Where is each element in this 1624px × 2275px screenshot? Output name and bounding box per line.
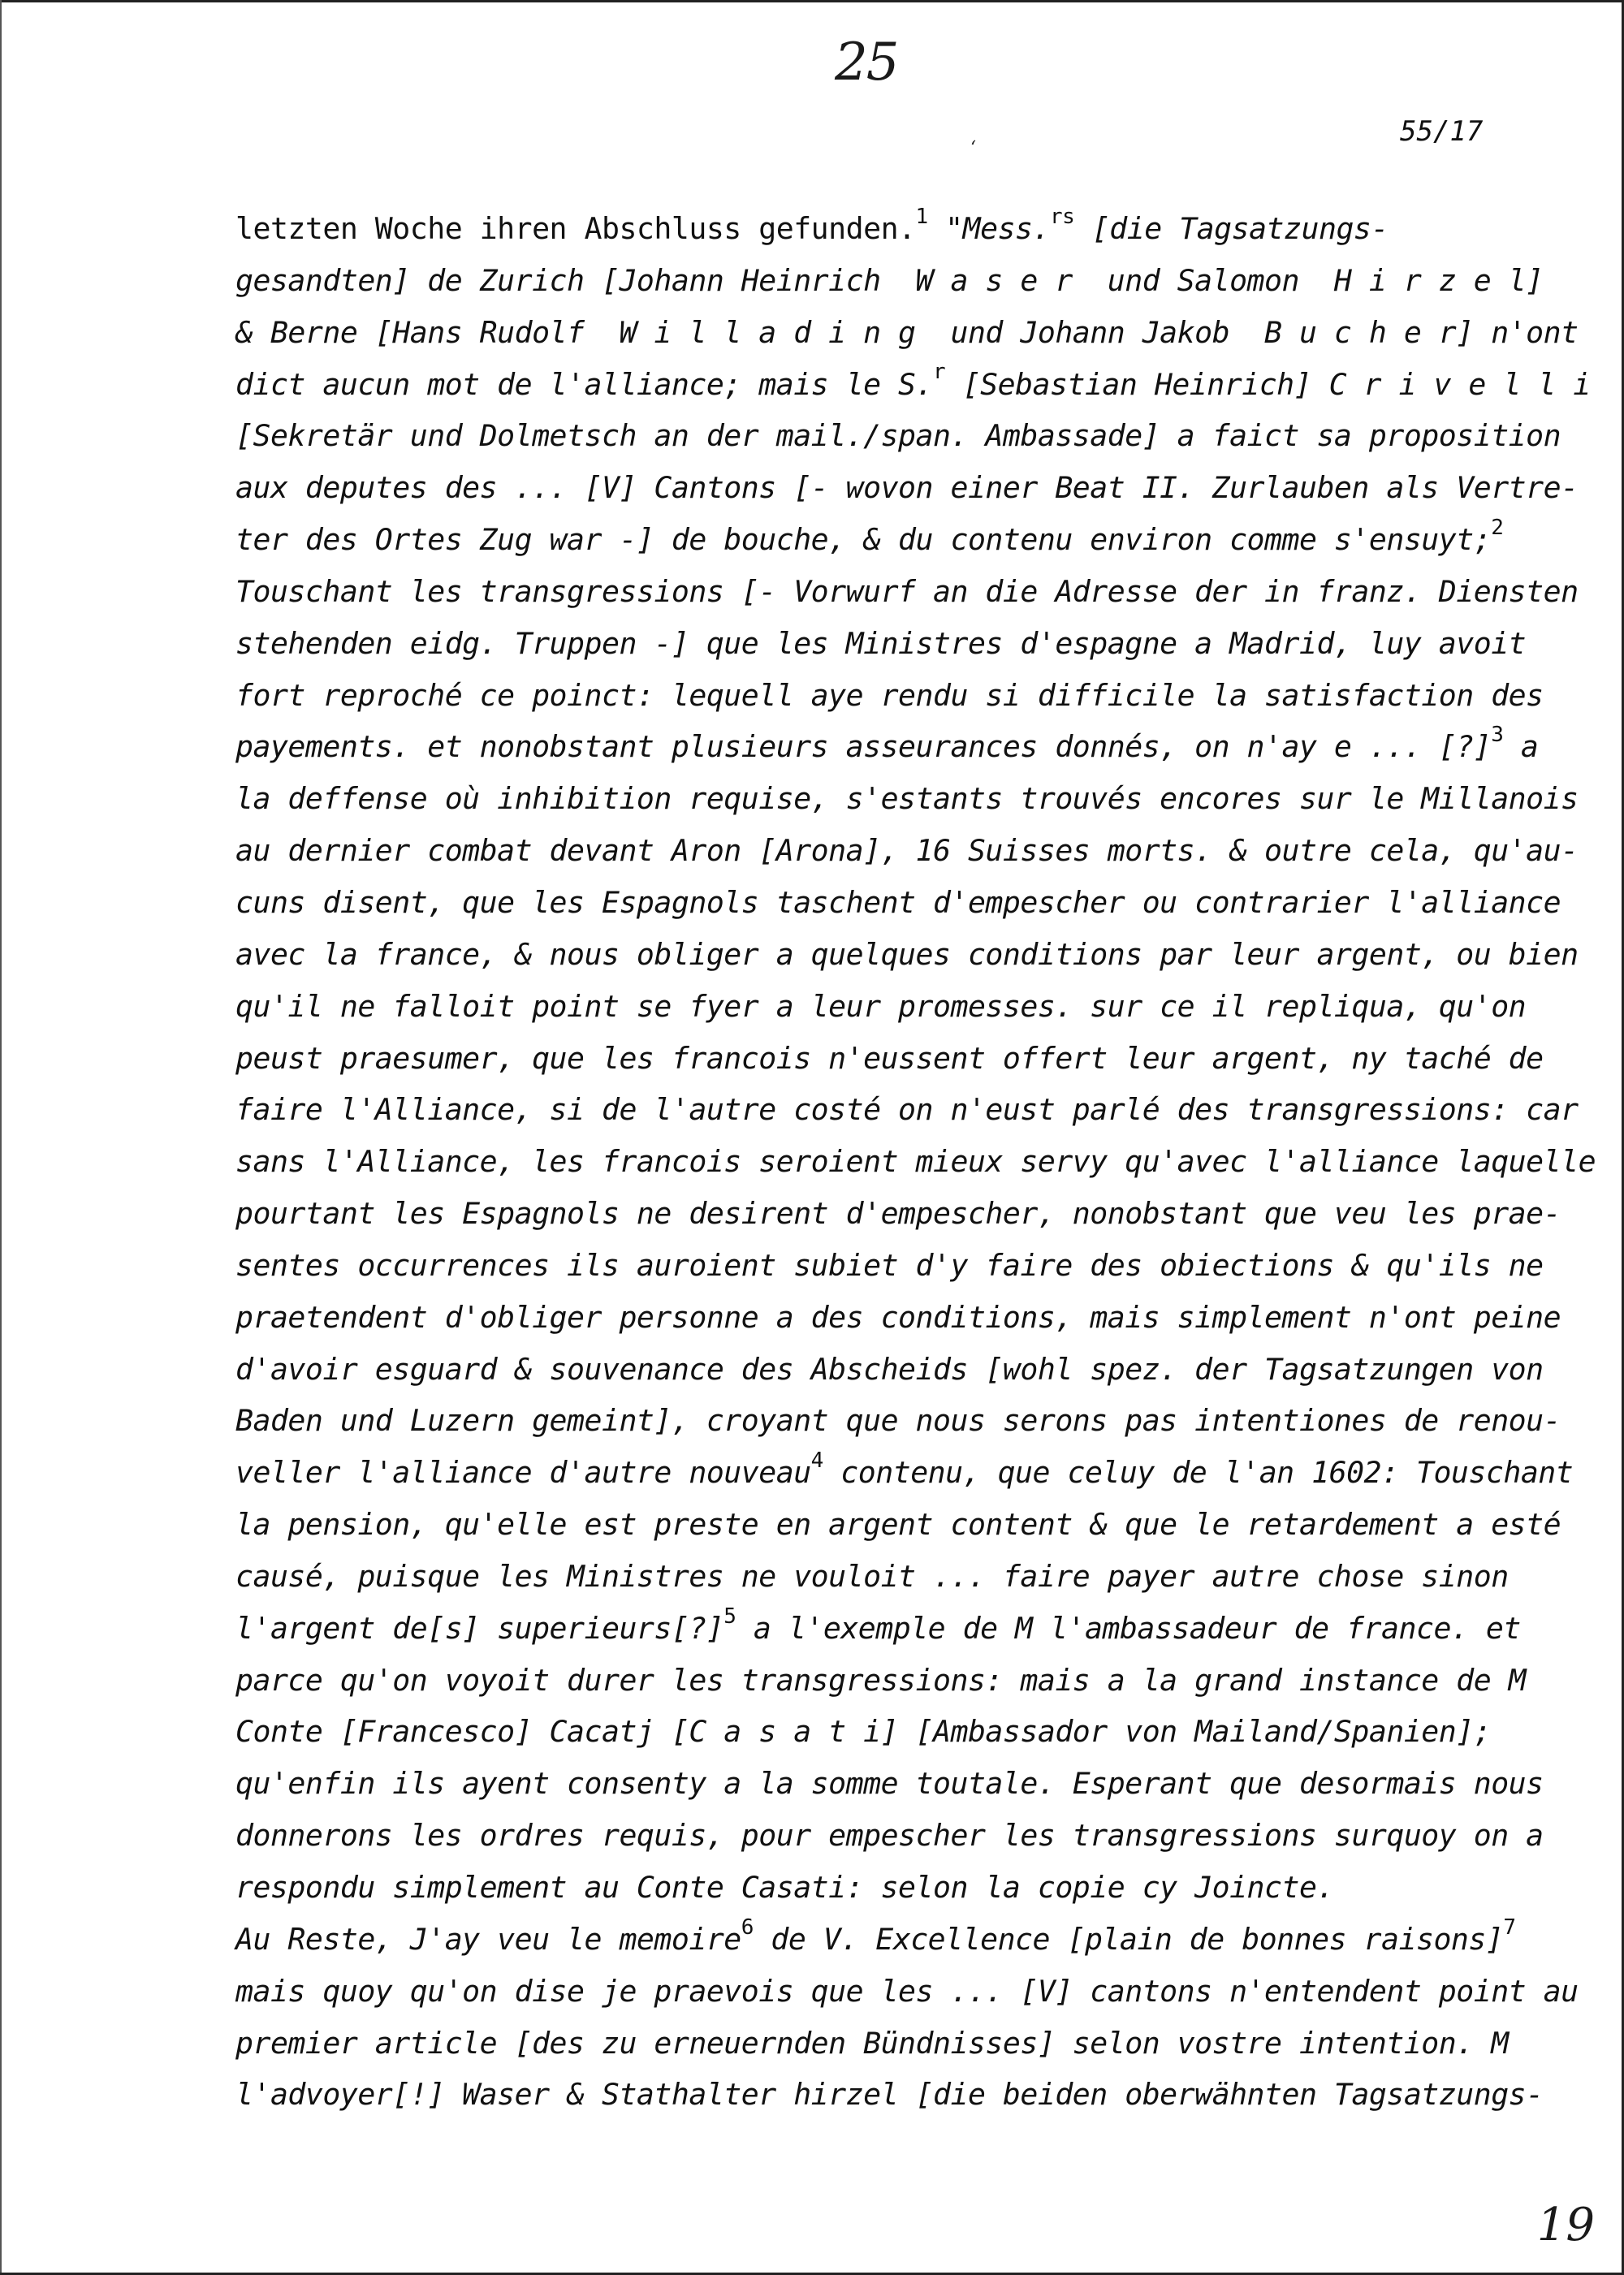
page-border-top [0,0,1624,2]
text-run: pourtant les Espagnols ne desirent d'empescher, nonobstant que veu les prae- [235,1196,1561,1232]
text-run: fort reproché ce poinct: lequell aye rendu si difficile la satisfaction des [235,677,1544,713]
text-run: premier article [des zu erneuernden Bündnisses] selon vostre intention. M [235,2025,1509,2061]
handwritten-tick-mark: ‘ [970,138,976,158]
text-run: Conte [Francesco] Cacatj [C a s a t i] [Ambassador von Mailand/Spanien]; [235,1714,1492,1750]
text-line [235,1188,1561,1240]
text-line [235,1499,1561,1551]
text-run: gesandten] de Zurich [Johann Heinrich W a s e r und Salomon H i r z e l] [235,262,1544,298]
text-run: dict aucun mot de l'alliance; mais le S. [235,366,933,402]
text-run: Baden und Luzern gemeint], croyant que nous serons pas intentiones de renou- [235,1403,1561,1439]
text-line [235,721,1551,773]
text-run: contenu, que celuy de l'an 1602: Touschant [823,1455,1574,1491]
handwritten-folio-number: 25 [835,32,898,93]
text-run: sans l'Alliance, les francois seroient mieux servy qu'avec l'alliance laquelle [235,1144,1596,1180]
text-line [235,929,1579,981]
text-run: peust praesumer, que les francois n'eussent offert leur argent, ny taché de [235,1040,1544,1076]
footnote-marker: 3 [1491,723,1504,748]
text-run: sentes occurrences ils auroient subiet d'y faire des obiections & qu'ils ne [235,1247,1544,1283]
text-run: au dernier combat devant Aron [Arona], 16 Suisses morts. & outre cela, qu'au- [235,833,1579,869]
text-run: Touschant les transgressions [- Vorwurf an die Adresse der in franz. Diensten [235,573,1579,609]
text-run: a [1503,729,1539,765]
footnote-marker: r [933,360,946,385]
footnote-marker: 5 [723,1604,736,1629]
text-run: a l'exemple de M l'ambassadeur de france. et [736,1610,1521,1646]
text-line [235,1551,1551,1603]
text-run: [Sebastian Heinrich] C r i v e l l i [945,366,1591,402]
text-line [235,981,1551,1033]
text-line [235,1395,1561,1447]
text-run: d'avoir esguard & souvenance des Abscheids [wohl spez. der Tagsatzungen von [235,1351,1544,1387]
page-border-left [0,0,2,2275]
text-run: [Sekretär und Dolmetsch an der mail./span. Ambassade] a faict sa proposition [235,418,1561,454]
footnote-marker: 1 [915,204,928,229]
text-run: donnerons les ordres requis, pour empescher les transgressions surquoy on a [235,1818,1544,1854]
text-line [235,1758,1551,1810]
text-run: praetendent d'obliger personne a des conditions, mais simplement n'ont peine [235,1299,1561,1335]
text-line [235,359,1591,411]
text-line [235,566,1579,618]
footnote-marker: 7 [1503,1915,1516,1940]
text-run: payements. et nonobstant plusieurs asseurances donnés, on n'ay e ... [?] [235,729,1492,765]
text-run: stehenden eidg. Truppen -] que les Ministres d'espagne a Madrid, luy avoit [235,625,1527,661]
text-run: la deffense où inhibition requise, s'estants trouvés encores sur le Millanois [235,781,1579,817]
text-line [235,825,1579,877]
footnote-marker: 6 [741,1915,754,1940]
text-run: causé, puisque les Ministres ne vouloit ... faire payer autre chose sinon [235,1558,1509,1594]
text-run: "Mess. [927,211,1051,246]
text-line [235,1655,1551,1707]
archive-reference: 55/17 [1400,115,1484,148]
text-run: aux deputes des ... [V] Cantons [- wovon einer Beat II. Zurlauben als Vertre- [235,470,1579,506]
text-line [235,1447,1574,1499]
text-run: faire l'Alliance, si de l'autre costé on n'eust parlé des transgressions: car [235,1092,1579,1128]
text-line [235,1914,1551,1966]
text-line [235,307,1579,359]
text-run: ter des Ortes Zug war -] de bouche, & du contenu environ comme s'ensuyt; [235,522,1492,558]
text-run: l'advoyer[!] Waser & Stathalter hirzel [die beiden oberwähnten Tagsatzungs- [235,2077,1544,2113]
text-run: parce qu'on voyoit durer les transgressions: mais a la grand instance de M [235,1662,1527,1698]
text-line [235,2018,1551,2070]
text-line [235,1344,1551,1396]
text-line [235,670,1551,722]
text-line [235,1706,1551,1758]
text-run: l'argent de[s] superieurs[?] [235,1610,724,1646]
text-run: qu'enfin ils ayent consenty a la somme toutale. Esperant que desormais nous [235,1766,1544,1802]
text-line [235,1240,1551,1292]
text-line [235,203,1551,255]
text-run-upright: letzten Woche ihren Abschluss gefunden. [235,211,916,246]
text-line [235,1084,1579,1136]
text-run: de V. Excellence [plain de bonnes raisons] [753,1921,1504,1957]
text-line [235,462,1579,514]
footnote-marker: 4 [810,1448,823,1474]
text-line [235,2069,1551,2121]
text-line [235,1136,1596,1188]
handwritten-page-number: 19 [1536,2199,1595,2251]
text-run: [die Tagsatzungs- [1074,211,1389,246]
text-line [235,514,1551,566]
text-run: avec la france, & nous obliger a quelques conditions par leur argent, ou bien [235,936,1579,972]
text-line [235,877,1561,929]
text-run: Au Reste, J'ay veu le memoire [235,1921,741,1957]
text-run: mais quoy qu'on dise je praevois que les ... [V] cantons n'entendent point au [235,1973,1579,2009]
text-line [235,1862,1551,1914]
footnote-marker: rs [1050,204,1075,229]
text-run: qu'il ne falloit point se fyer a leur promesses. sur ce il repliqua, qu'on [235,988,1527,1024]
text-line [235,1292,1561,1344]
text-run: la pension, qu'elle est preste en argent content & que le retardement a esté [235,1507,1561,1543]
text-line [235,1810,1551,1862]
text-run: respondu simplement au Conte Casati: selon la copie cy Joincte. [235,1870,1334,1905]
text-line [235,773,1579,825]
text-line [235,410,1561,462]
text-line [235,1603,1551,1655]
text-line [235,618,1551,670]
text-run: cuns disent, que les Espagnols taschent d'empescher ou contrarier l'alliance [235,884,1561,920]
text-run: & Berne [Hans Rudolf W i l l a d i n g und Johann Jakob B u c h e r] n'ont [235,314,1579,350]
text-run: veller l'alliance d'autre nouveau [235,1455,811,1491]
text-line [235,1966,1579,2018]
footnote-marker: 2 [1491,515,1504,540]
text-line [235,1033,1551,1085]
transcription-body [235,203,1596,2121]
text-line [235,255,1551,307]
